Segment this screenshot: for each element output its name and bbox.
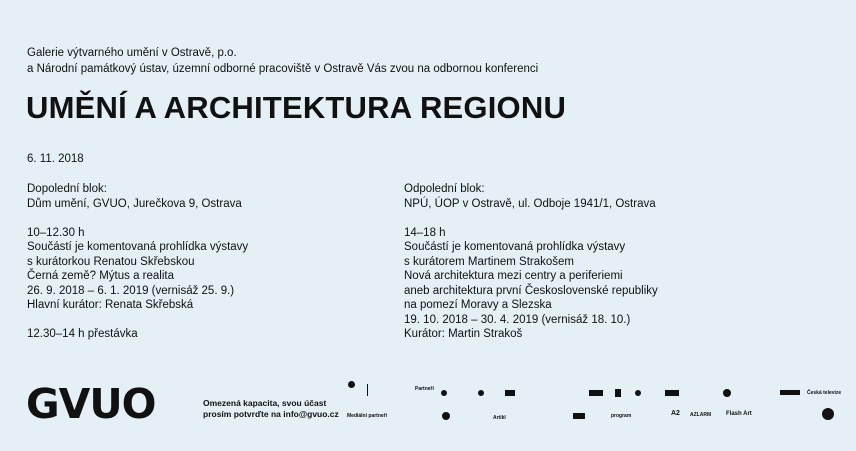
partner-label: Artikl [493, 415, 506, 421]
morning-desc-1: Součástí je komentovaná prohlídka výstavy [27, 241, 249, 253]
afternoon-block [404, 182, 658, 342]
afternoon-time: 14–18 h [404, 226, 446, 239]
afternoon-label: Odpolední blok: [404, 183, 485, 195]
afternoon-curator: Kurátor: Martin Strakoš [404, 328, 523, 340]
gvuo-logo: GVUO [26, 380, 156, 428]
morning-desc-2: s kurátorkou Renatou Skřebskou [27, 255, 195, 268]
partner-label: Partneři [415, 386, 434, 392]
afternoon-desc-2: s kurátorem Martinem Strakošem [404, 255, 574, 268]
npu-logo-icon [348, 381, 355, 388]
partner-icon [505, 390, 515, 396]
morning-exhibition: Černá země? Mýtus a realita [27, 270, 175, 282]
partner-logos [345, 380, 845, 428]
morning-dates: 26. 9. 2018 – 6. 1. 2019 (vernisáž 25. 9.) [27, 284, 235, 297]
afternoon-exhibition-1: Nová architektura mezi centry a periferiemi [404, 270, 623, 282]
page-title: UMĚNÍ A ARCHITEKTURA REGIONU [26, 90, 567, 125]
capacity-note [203, 398, 339, 420]
partner-icon [723, 389, 731, 397]
morning-venue: Dům umění, GVUO, Jurečkova 9, Ostrava [27, 197, 242, 210]
afternoon-venue: NPÚ, ÚOP v Ostravě, ul. Odboje 1941/1, Ostrava [404, 197, 656, 210]
morning-time: 10–12.30 h [27, 226, 85, 239]
divider [367, 384, 368, 396]
afternoon-desc-1: Součástí je komentovaná prohlídka výstavy [404, 241, 626, 253]
partner-icon [441, 390, 447, 396]
intro-line-1: Galerie výtvarného umění v Ostravě, p.o. [27, 47, 237, 59]
event-date: 6. 11. 2018 [27, 153, 84, 165]
capacity-line-1: Omezená kapacita, svou účast [203, 398, 327, 408]
partner-icon [665, 390, 679, 396]
morning-block [27, 182, 248, 342]
morning-label: Dopolední blok: [27, 183, 107, 195]
partner-label: AZLARM [690, 412, 712, 418]
morning-curator: Hlavní kurátor: Renata Skřebská [27, 299, 194, 311]
afternoon-exhibition-2: aneb architektura první Československé republiky [404, 284, 658, 297]
capacity-line-2: prosím potvrďte na info@gvuo.cz [203, 409, 339, 419]
partner-label: Česká televize [807, 390, 842, 396]
partner-icon [635, 390, 641, 396]
partner-icon [780, 390, 800, 395]
partner-icon [615, 389, 621, 397]
afternoon-exhibition-3: na pomezí Moravy a Slezska [404, 299, 552, 311]
intro-line-2: a Národní památkový ústav, územní odborné pracoviště v Ostravě Vás zvou na odbornou konferenci [27, 63, 539, 75]
partner-icon [822, 408, 834, 420]
partner-icon [478, 390, 484, 396]
afternoon-dates: 19. 10. 2018 – 30. 4. 2019 (vernisáž 18. 10.) [404, 313, 631, 326]
intro [27, 45, 538, 77]
partner-label: Mediální partneři [347, 413, 388, 419]
partner-icon [589, 390, 603, 396]
lunch-break: 12.30–14 h přestávka [27, 328, 138, 340]
partner-icon [573, 413, 585, 419]
partner-icon [442, 412, 450, 420]
partner-label: A2 [671, 410, 680, 417]
partner-label: Flash Art [726, 411, 752, 417]
partner-label: program [611, 413, 632, 419]
